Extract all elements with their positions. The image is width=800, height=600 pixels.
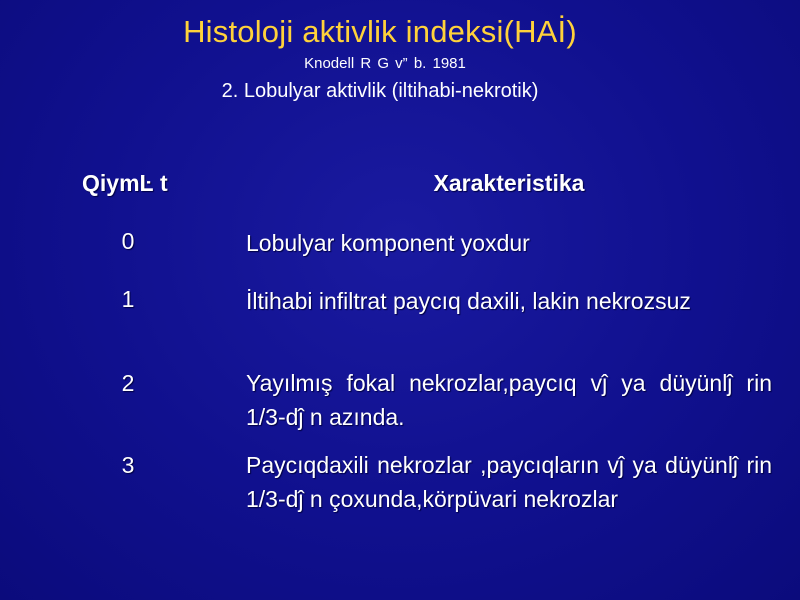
slide-subtitle: 2. Lobulyar aktivlik (iltihabi-nekrotik) <box>221 80 539 102</box>
author-citation: Knodell R G v” b. 1981 <box>304 55 466 72</box>
table-row-text: İltihabi infiltrat paycıq daxili, lakin nekrozsuz <box>246 288 691 314</box>
column-header-characteristic: Xarakteristika <box>433 170 585 196</box>
table-row-score: 1 <box>121 286 135 312</box>
table-row-score: 3 <box>121 452 135 478</box>
column-header-score: QiymĿ t <box>82 170 168 196</box>
table-row-text: Lobulyar komponent yoxdur <box>246 230 530 256</box>
slide-title: Histoloji aktivlik indeksi(HAİ) <box>183 14 577 49</box>
table-row-text: Paycıqdaxili nekrozlar ,paycıqların vĵ ya düyünlĵ rin 1/3-dĵ n çoxunda,körpüvari nekrozlar <box>246 452 772 512</box>
table-row-text: Yayılmış fokal nekrozlar,paycıq vĵ ya düyünlĵ rin 1/3-dĵ n azında. <box>246 370 772 430</box>
table-row-score: 2 <box>121 370 135 396</box>
table-row-score: 0 <box>121 228 135 254</box>
